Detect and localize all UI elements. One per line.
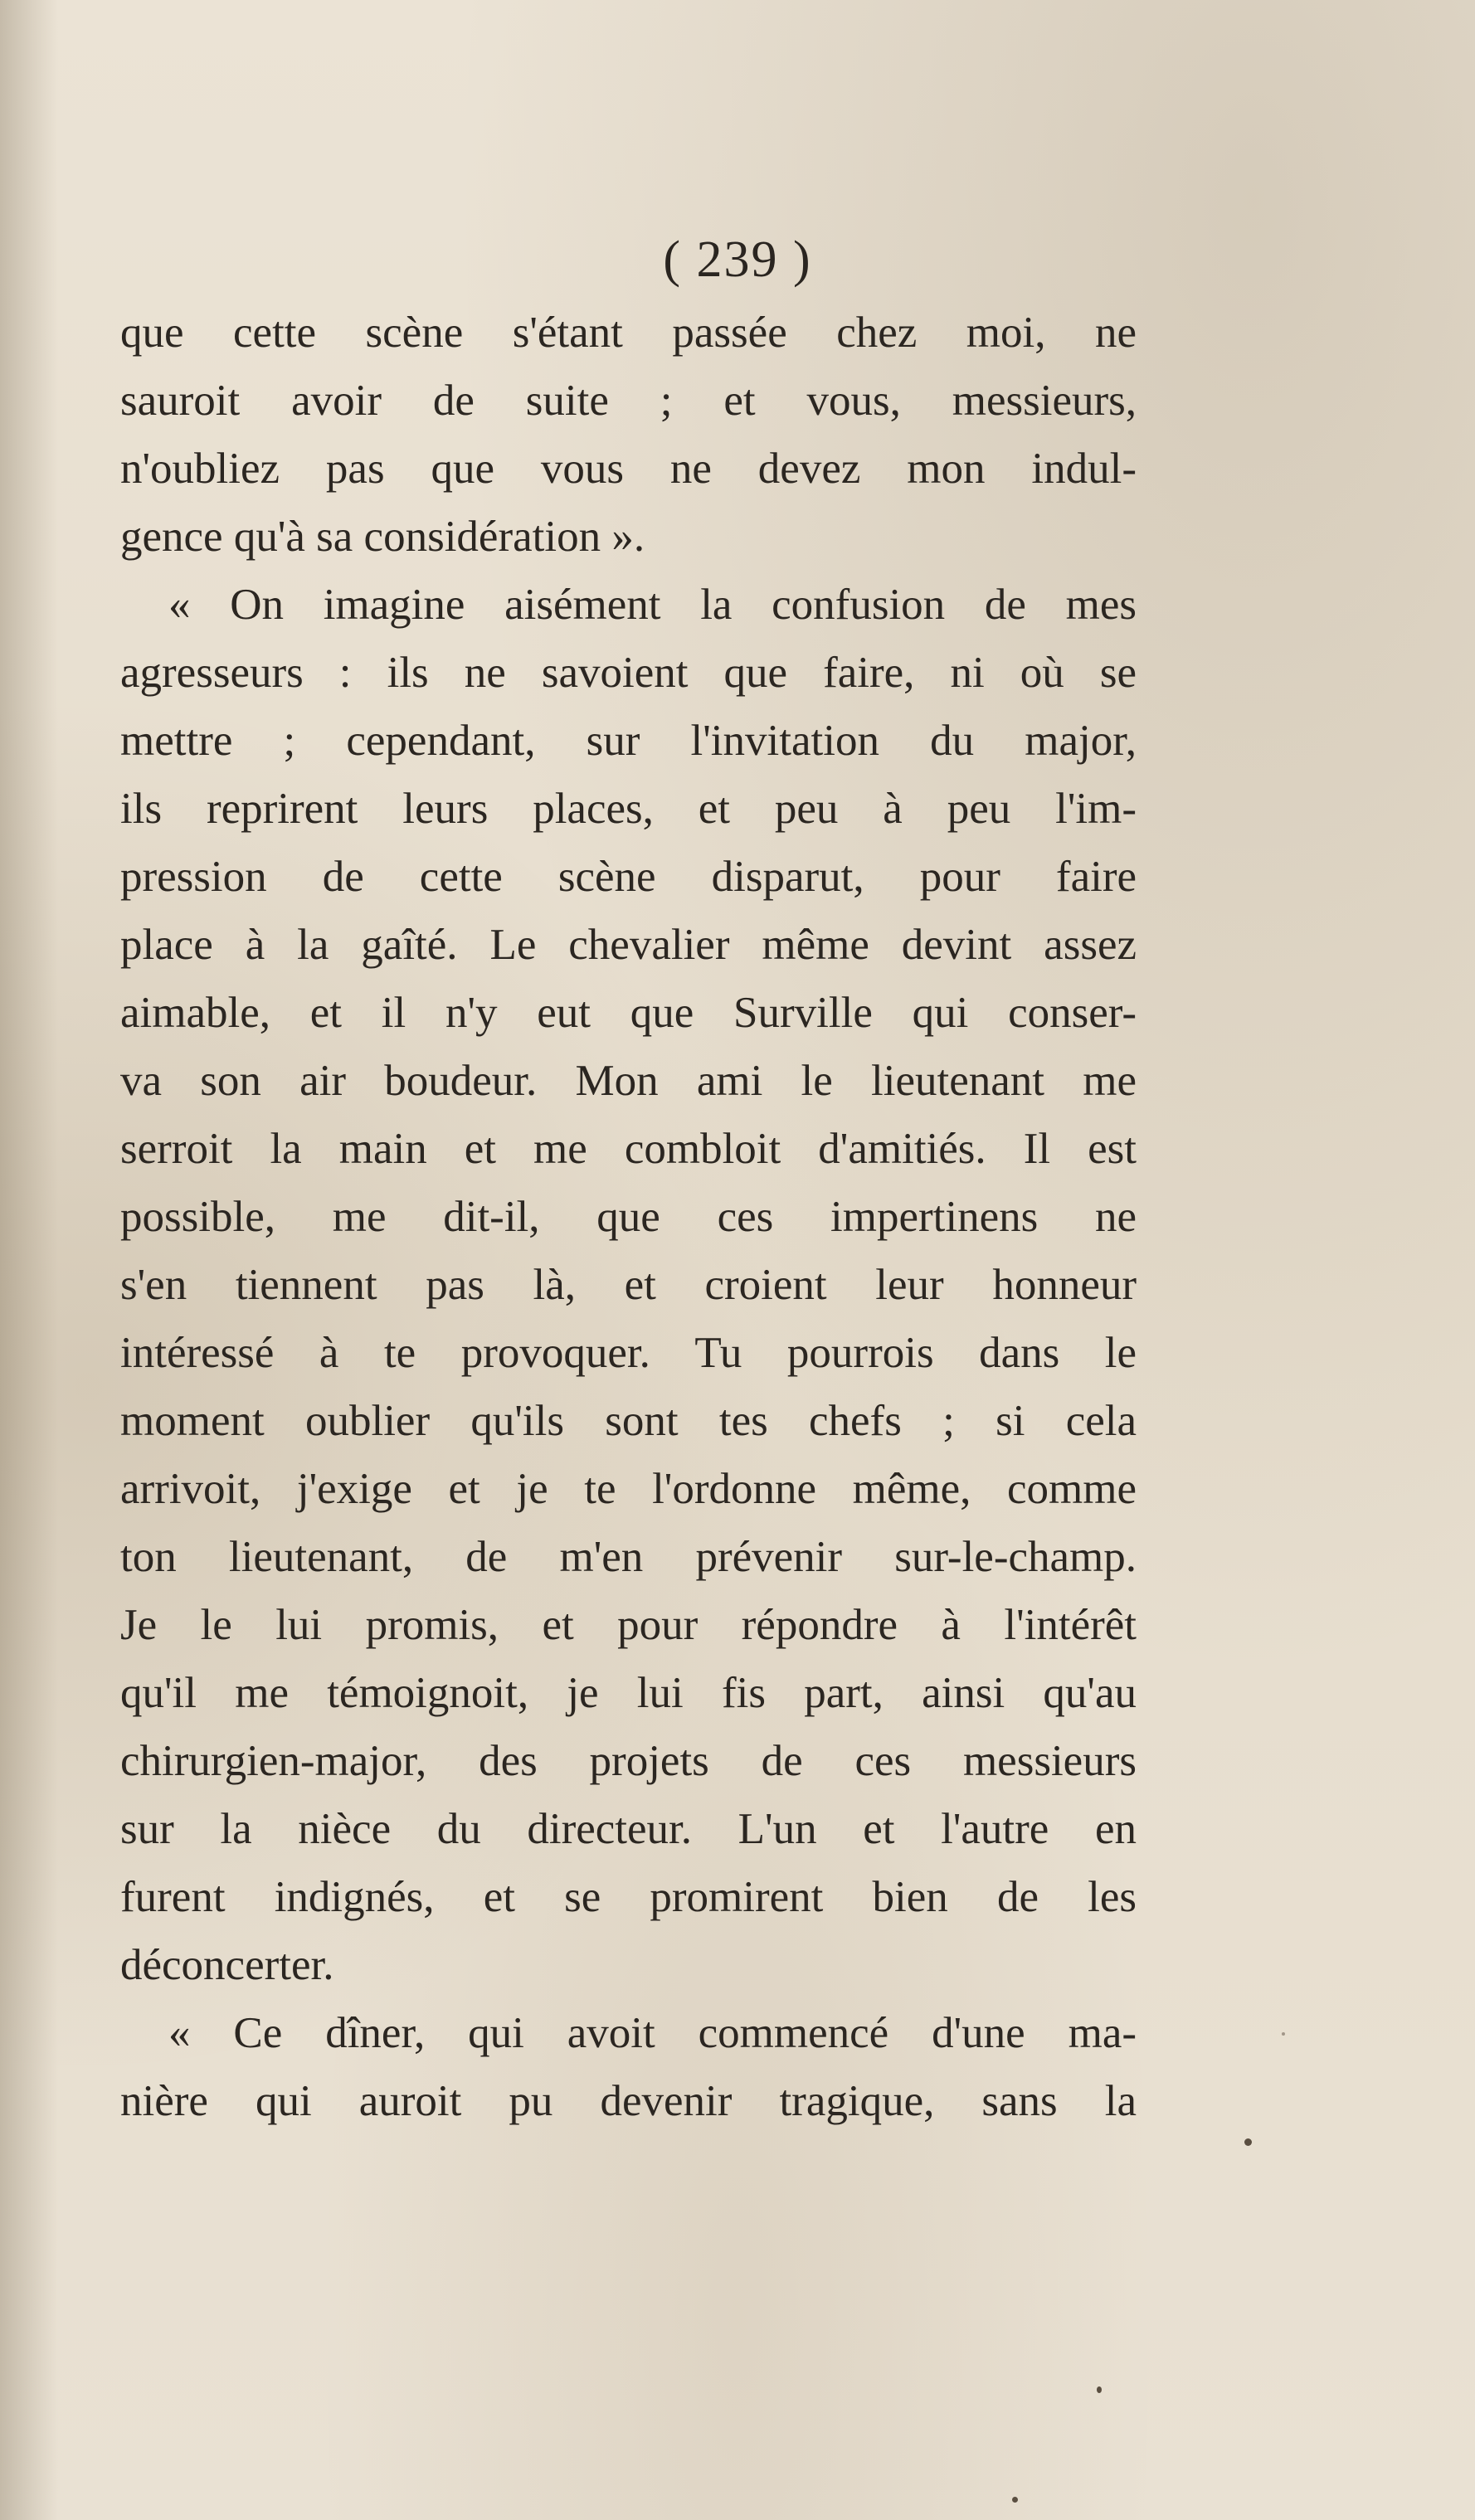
page-number-header: ( 239 )	[663, 231, 812, 288]
text-line: « Ce dîner, qui avoit commencé d'une ma-	[168, 2009, 1137, 2057]
text-line: « On imagine aisément la confusion de mes	[168, 581, 1137, 629]
text-line: n'oubliez pas que vous ne devez mon indul-	[120, 445, 1137, 493]
text-line: que cette scène s'étant passée chez moi, ne	[120, 309, 1137, 357]
paper-speck	[1012, 2497, 1018, 2503]
text-line: déconcerter.	[120, 1941, 334, 1989]
text-line: Je le lui promis, et pour répondre à l'intérêt	[120, 1601, 1137, 1649]
page-gutter-shadow	[0, 0, 58, 2520]
text-line: mettre ; cependant, sur l'invitation du major,	[120, 717, 1137, 765]
text-line: ils reprirent leurs places, et peu à peu l'im-	[120, 785, 1137, 833]
text-line: agresseurs : ils ne savoient que faire, ni où se	[120, 649, 1137, 697]
text-line: s'en tiennent pas là, et croient leur honneur	[120, 1261, 1137, 1309]
text-line: gence qu'à sa considération ».	[120, 513, 645, 561]
text-line: qu'il me témoignoit, je lui fis part, ainsi qu'au	[120, 1669, 1137, 1717]
text-line: nière qui auroit pu devenir tragique, sans la	[120, 2077, 1137, 2125]
text-line: aimable, et il n'y eut que Surville qui conser-	[120, 989, 1137, 1037]
paper-speck	[1097, 2386, 1102, 2393]
text-line: ton lieutenant, de m'en prévenir sur-le-champ.	[120, 1533, 1137, 1581]
text-line: moment oublier qu'ils sont tes chefs ; si cela	[120, 1397, 1137, 1445]
paper-speck	[1244, 2138, 1252, 2146]
text-line: chirurgien-major, des projets de ces messieurs	[120, 1737, 1137, 1785]
text-line: serroit la main et me combloit d'amitiés. Il est	[120, 1125, 1137, 1173]
text-line: pression de cette scène disparut, pour faire	[120, 853, 1137, 901]
body-text	[120, 299, 1137, 2135]
text-line: va son air boudeur. Mon ami le lieutenant me	[120, 1057, 1137, 1105]
text-line: sauroit avoir de suite ; et vous, messieurs,	[120, 377, 1137, 425]
text-line: possible, me dit-il, que ces impertinens ne	[120, 1193, 1137, 1241]
paper-speck	[1282, 2032, 1285, 2036]
text-line: furent indignés, et se promirent bien de les	[120, 1873, 1137, 1921]
text-line: intéressé à te provoquer. Tu pourrois dans le	[120, 1329, 1137, 1377]
text-line: place à la gaîté. Le chevalier même devint assez	[120, 921, 1137, 969]
text-line: sur la nièce du directeur. L'un et l'autre en	[120, 1805, 1137, 1853]
text-line: arrivoit, j'exige et je te l'ordonne même, comme	[120, 1465, 1137, 1513]
